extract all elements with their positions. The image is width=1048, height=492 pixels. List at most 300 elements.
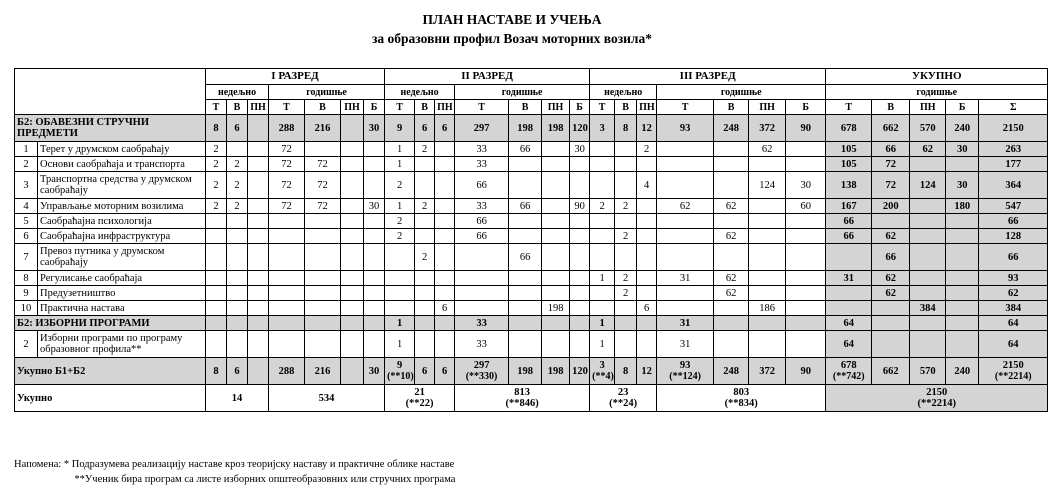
value-cell: 1 [590,271,615,286]
value-cell [415,157,435,172]
document-subtitle: за образовни профил Возач моторних возила* [372,31,652,46]
header-sub: Т [657,100,714,115]
value-text: 12 [641,365,652,377]
value-text: (**330) [465,371,498,382]
value-cell [305,271,341,286]
row-number: 1 [15,142,38,157]
value-cell [415,271,435,286]
value-cell [305,358,341,385]
value-cell [946,214,979,229]
table-row [15,301,1048,316]
row-number: 2 [15,157,38,172]
value-text: 14 [231,392,243,404]
header-sub: ПН [910,100,946,115]
table-row [15,271,1048,286]
header-sub: В [872,100,910,115]
value-cell [786,142,826,157]
value-cell: 66 [979,244,1048,271]
value-cell [570,157,590,172]
value-cell [637,316,657,331]
value-cell [364,286,385,301]
value-cell [305,214,341,229]
value-cell [341,286,364,301]
value-cell: 2 [206,157,227,172]
value-cell [786,271,826,286]
value-cell: 2 [615,199,637,214]
value-cell [749,244,786,271]
value-cell: 1 [385,142,415,157]
value-text: 570 [919,365,936,377]
value-cell: 62 [872,286,910,301]
value-cell [946,316,979,331]
value-cell [305,331,341,358]
value-text: 198 [517,365,533,377]
value-cell [364,358,385,385]
header-sub: В [415,100,435,115]
value-cell: 2 [415,142,435,157]
value-cell [269,271,305,286]
value-cell [435,244,455,271]
value-cell [455,301,509,316]
value-cell [269,385,385,412]
value-text: (**2214) [994,371,1032,382]
value-cell [749,214,786,229]
value-cell [364,244,385,271]
value-cell: 1 [590,316,615,331]
value-cell: 4 [637,172,657,199]
value-cell [248,199,269,214]
value-cell: 2 [385,172,415,199]
value-text: (**22) [405,398,434,409]
value-cell [749,199,786,214]
value-cell [615,316,637,331]
value-cell [364,157,385,172]
row-name: Саобраћајна инфраструктура [38,229,206,244]
value-cell: 547 [979,199,1048,214]
value-text: 6 [421,365,428,377]
value-cell [385,358,415,385]
value-cell: 33 [455,142,509,157]
row-name: Предузетништво [38,286,206,301]
value-cell [749,157,786,172]
header-sub: ПН [749,100,786,115]
value-cell: 9 [385,115,415,142]
value-cell [455,244,509,271]
value-cell: 2 [206,142,227,157]
value-cell: 662 [872,115,910,142]
value-cell [872,331,910,358]
value-cell [637,229,657,244]
value-text: 120 [572,365,588,377]
value-text: 30 [368,365,380,377]
row-name: Б2: ИЗБОРНИ ПРОГРАМИ [15,316,206,331]
value-cell [786,301,826,316]
value-cell: 72 [269,199,305,214]
value-text: 2150 [926,387,948,398]
row-number: 7 [15,244,38,271]
value-cell: 240 [946,115,979,142]
value-cell [269,286,305,301]
value-cell [415,229,435,244]
value-cell [542,271,570,286]
value-cell [385,301,415,316]
value-cell [590,157,615,172]
row-name: Управљање моторним возилима [38,199,206,214]
row-name: Изборни програми по програму образовног профила** [38,331,206,358]
value-cell: 2 [615,286,637,301]
value-cell [749,229,786,244]
value-cell: 30 [946,172,979,199]
value-cell [637,331,657,358]
value-text: 678 [840,360,857,371]
row-number: 3 [15,172,38,199]
value-cell [364,172,385,199]
value-cell [227,331,248,358]
value-cell: 6 [415,115,435,142]
value-cell [227,301,248,316]
value-cell [615,214,637,229]
value-cell [786,286,826,301]
header-sub: В [509,100,542,115]
value-cell: 6 [435,115,455,142]
row-name: Превоз путника у друмском саобраћају [38,244,206,271]
header-sub: Т [455,100,509,115]
value-cell: 2 [227,199,248,214]
value-cell: 31 [826,271,872,286]
value-cell [455,271,509,286]
value-cell [305,244,341,271]
value-cell [341,214,364,229]
header-sub: В [615,100,637,115]
table-row [15,331,1048,358]
value-cell: 66 [455,172,509,199]
value-cell [657,358,714,385]
value-cell: 62 [910,142,946,157]
value-cell: 1 [385,331,415,358]
value-cell [637,286,657,301]
value-cell [509,157,542,172]
value-cell [206,286,227,301]
value-cell: 263 [979,142,1048,157]
value-cell [615,244,637,271]
value-cell [509,214,542,229]
value-cell [509,229,542,244]
value-cell [786,316,826,331]
value-cell [385,244,415,271]
value-cell: 198 [509,115,542,142]
value-cell: 64 [979,316,1048,331]
value-cell [714,244,749,271]
value-cell: 2 [227,157,248,172]
value-cell: 2 [415,244,435,271]
value-cell: 198 [542,301,570,316]
value-cell [248,214,269,229]
value-cell [305,142,341,157]
value-cell: 72 [872,157,910,172]
value-cell [590,229,615,244]
value-cell: 33 [455,316,509,331]
value-cell [364,316,385,331]
value-cell [615,142,637,157]
value-cell [786,157,826,172]
value-cell [364,271,385,286]
row-name: Регулисање саобраћаја [38,271,206,286]
value-cell [946,331,979,358]
value-text: 248 [723,365,740,377]
value-cell [206,301,227,316]
row-name: Транспортна средства у друмском саобраћају [38,172,206,199]
value-cell [542,157,570,172]
value-cell [248,172,269,199]
value-cell [206,214,227,229]
value-cell [227,142,248,157]
row-number: 6 [15,229,38,244]
header-yearly: годишње [826,85,1048,100]
note-1: Напомена: * Подразумева реализацију наставе кроз теоријску наставу и практичне облике наставе [14,459,455,470]
value-cell [305,316,341,331]
value-cell [615,157,637,172]
header-sub: Σ [979,100,1048,115]
value-cell [542,358,570,385]
header-corner [15,69,206,115]
value-cell [227,316,248,331]
value-cell [341,172,364,199]
value-cell [305,301,341,316]
value-cell [364,331,385,358]
value-cell [570,214,590,229]
value-cell [714,358,749,385]
value-cell [542,331,570,358]
value-cell [248,115,269,142]
value-cell [570,316,590,331]
value-cell [341,199,364,214]
value-cell: 33 [455,199,509,214]
value-cell [714,142,749,157]
value-cell [786,214,826,229]
value-cell [910,244,946,271]
table-row [15,115,1048,142]
value-cell [248,286,269,301]
value-cell [590,301,615,316]
value-cell [435,214,455,229]
row-name: Б2: ОБАВЕЗНИ СТРУЧНИ ПРЕДМЕТИ [15,115,206,142]
value-cell [227,358,248,385]
header-sub: В [305,100,341,115]
value-cell [341,301,364,316]
value-text: 6 [234,365,240,377]
row-name: Укупно Б1+Б2 [15,358,206,385]
value-cell: 90 [570,199,590,214]
value-cell [570,244,590,271]
value-cell [435,331,455,358]
value-cell [657,301,714,316]
value-cell: 30 [570,142,590,157]
value-cell: 72 [269,157,305,172]
value-cell: 31 [657,331,714,358]
value-cell [341,358,364,385]
value-cell [435,358,455,385]
value-cell [385,271,415,286]
value-cell [590,385,657,412]
value-cell [227,271,248,286]
value-cell [786,244,826,271]
header-sub: Т [826,100,872,115]
value-cell [542,199,570,214]
value-text: (**742) [832,371,865,382]
row-number: 2 [15,331,38,358]
value-cell [657,244,714,271]
header-yearly: годишње [269,85,385,100]
value-text: 21 [414,387,425,398]
value-cell [570,229,590,244]
value-cell [509,316,542,331]
value-cell [714,172,749,199]
header-sub: Т [385,100,415,115]
value-cell: 248 [714,115,749,142]
value-cell [341,142,364,157]
value-cell [946,301,979,316]
value-cell: 31 [657,316,714,331]
curriculum-table [14,68,1048,412]
value-cell [872,358,910,385]
header-sub: Б [786,100,826,115]
value-cell [637,271,657,286]
value-cell [364,301,385,316]
value-cell: 60 [786,199,826,214]
value-cell [364,142,385,157]
row-name: Основи саобраћаја и транспорта [38,157,206,172]
header-sub: ПН [435,100,455,115]
value-text: 216 [314,365,331,377]
value-cell: 62 [714,229,749,244]
value-cell: 64 [826,316,872,331]
value-text: 372 [759,365,776,377]
value-cell [269,214,305,229]
value-cell: 124 [910,172,946,199]
row-name: Саобраћајна психологија [38,214,206,229]
value-cell [749,271,786,286]
value-cell [415,331,435,358]
value-cell [227,214,248,229]
value-cell [570,331,590,358]
value-cell [826,301,872,316]
value-cell [269,229,305,244]
table-row [15,229,1048,244]
value-cell [455,286,509,301]
value-cell [910,271,946,286]
table-row [15,214,1048,229]
header-sub: В [714,100,749,115]
value-cell [248,229,269,244]
header-sub: Б [570,100,590,115]
value-cell [910,316,946,331]
value-cell [269,316,305,331]
value-cell [509,172,542,199]
value-cell [946,157,979,172]
value-cell [615,331,637,358]
value-cell [341,316,364,331]
value-cell [657,214,714,229]
value-text: (**834) [724,398,758,409]
value-cell [248,271,269,286]
value-cell: 384 [979,301,1048,316]
value-cell [910,358,946,385]
value-text: 8 [213,365,219,377]
header-grade-2: II РАЗРЕД [385,69,590,85]
value-cell [590,244,615,271]
value-cell [714,331,749,358]
value-cell: 72 [872,172,910,199]
value-cell [615,358,637,385]
value-cell: 64 [979,331,1048,358]
value-cell [341,157,364,172]
value-cell: 2 [206,199,227,214]
value-cell [946,358,979,385]
value-text: (**124) [669,371,701,382]
value-cell: 200 [872,199,910,214]
value-cell [872,316,910,331]
value-cell: 33 [455,157,509,172]
value-cell [910,286,946,301]
value-cell [248,358,269,385]
value-cell [910,331,946,358]
value-cell [749,286,786,301]
value-cell: 2 [637,142,657,157]
value-cell [435,199,455,214]
value-text: 813 [514,387,530,398]
row-number: 9 [15,286,38,301]
value-text: 198 [547,365,564,377]
value-cell: 62 [714,286,749,301]
value-cell: 93 [979,271,1048,286]
value-cell [269,358,305,385]
value-cell [248,157,269,172]
value-cell: 2 [227,172,248,199]
row-number: 4 [15,199,38,214]
header-sub: ПН [637,100,657,115]
value-text: 803 [733,387,750,398]
value-cell: 105 [826,157,872,172]
value-cell: 6 [227,115,248,142]
value-text: 23 [617,387,629,398]
value-cell [714,214,749,229]
value-cell [341,331,364,358]
value-cell [615,172,637,199]
header-sub: В [227,100,248,115]
value-text: (**10) [387,371,414,382]
value-cell [415,316,435,331]
value-cell: 66 [509,142,542,157]
value-cell: 62 [714,199,749,214]
value-cell: 2 [415,199,435,214]
table-row [15,157,1048,172]
value-cell [615,301,637,316]
value-cell [872,301,910,316]
value-cell [542,229,570,244]
value-cell: 72 [305,157,341,172]
value-cell [248,301,269,316]
value-cell [435,229,455,244]
header-grade-3: III РАЗРЕД [590,69,826,85]
value-cell: 66 [979,214,1048,229]
value-cell [910,229,946,244]
value-cell [570,286,590,301]
value-cell: 66 [872,244,910,271]
value-cell: 6 [435,301,455,316]
value-cell: 1 [385,316,415,331]
value-cell: 124 [749,172,786,199]
header-sub: ПН [542,100,570,115]
